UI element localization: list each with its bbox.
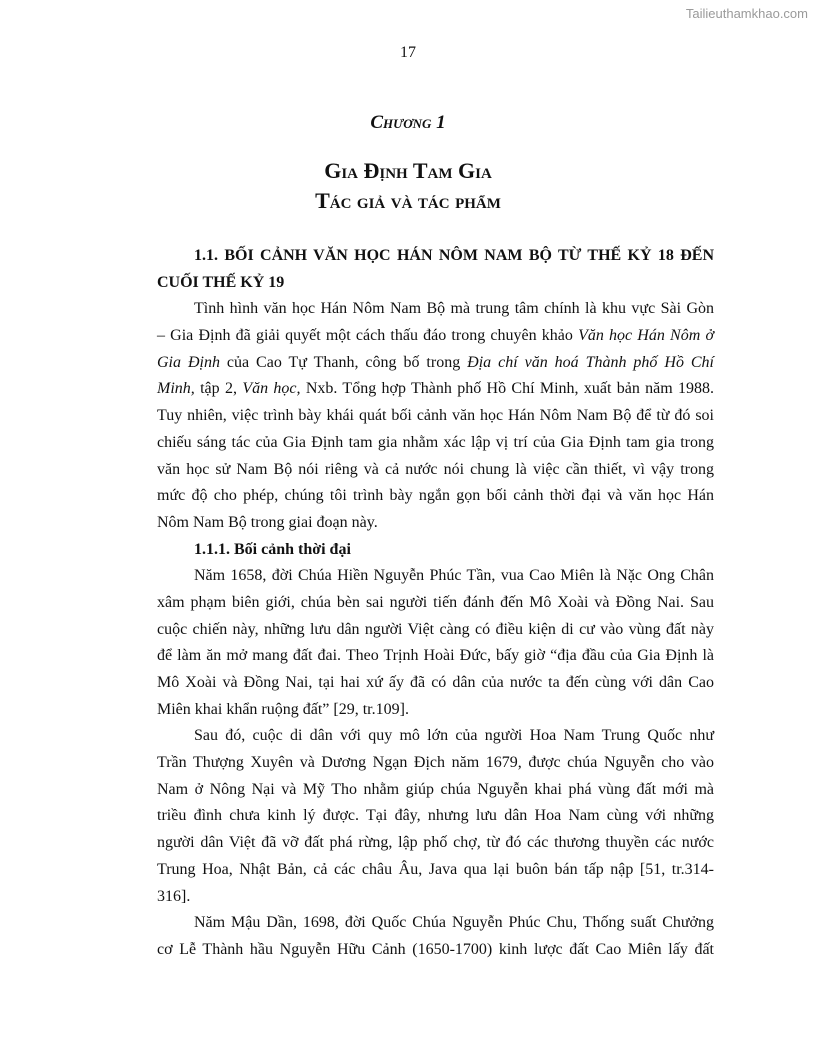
text-line <box>157 884 714 911</box>
text-segment: Trung Hoa, Nhật Bản, cả các châu Âu, Java qua lại buôn bán tấp nập [51, tr.314- <box>157 860 714 878</box>
italic-title-text: Địa chí văn hoá Thành phố Hồ Chí <box>467 353 715 371</box>
text-segment: 316]. <box>157 887 191 905</box>
text-segment: Sau đó, cuộc di dân với quy mô lớn của người Hoa Nam Trung Quốc như <box>194 727 714 745</box>
text-line <box>157 617 714 644</box>
text-segment: Tuy nhiên, việc trình bày khái quát bối cảnh văn học Hán Nôm Nam Bộ để từ đó soi <box>157 407 714 425</box>
text-segment: 1.1. BỐI CẢNH VĂN HỌC HÁN NÔM NAM BỘ TỪ THẾ KỶ 18 ĐẾN <box>194 247 714 264</box>
text-line <box>157 590 714 617</box>
page-number: 17 <box>400 44 416 61</box>
chapter-title-line-1: Gia Định Tam Gia <box>324 158 492 183</box>
section-heading-line <box>157 537 714 564</box>
text-line <box>157 723 714 750</box>
watermark: Tailieuthamkhao.com <box>685 6 808 21</box>
text-line <box>157 697 714 724</box>
text-line <box>157 510 714 537</box>
italic-title-text: Minh, <box>157 380 195 398</box>
text-line <box>157 750 714 777</box>
text-segment: Nam ở Nông Nại và Mỹ Tho nhằm giúp chúa Nguyễn khai phá vùng đất mới mà <box>157 780 714 798</box>
text-segment: CUỐI THẾ KỶ 19 <box>157 273 285 291</box>
text-segment: của Cao Tự Thanh, công bố trong <box>219 353 468 371</box>
text-segment: – Gia Định đã giải quyết một cách thấu đáo trong chuyên khảo <box>157 327 579 345</box>
text-line <box>157 323 714 350</box>
text-segment: triều đình chưa kinh lý được. Tại đây, nhưng lưu dân Hoa Nam cùng với những <box>157 807 714 825</box>
text-line <box>157 777 714 804</box>
text-line <box>157 350 714 377</box>
text-segment: cơ Lễ Thành hầu Nguyễn Hữu Cảnh (1650-1700) kinh lược đất Cao Miên lấy đất <box>157 940 714 958</box>
text-segment: Nôm Nam Bộ trong giai đoạn này. <box>157 513 378 531</box>
italic-title-text: Văn học Hán Nôm ở <box>578 327 714 345</box>
text-line <box>157 937 714 964</box>
text-segment: Mô Xoài và Đồng Nai, tại hai xứ ấy đã có dân của nước ta đến cùng với dân Cao <box>157 674 714 691</box>
text-line <box>157 803 714 830</box>
text-segment: văn học sử Nam Bộ nói riêng và cả nước nói chung là việc cần thiết, vì vậy trong <box>157 460 714 478</box>
text-segment: 1.1.1. Bối cảnh thời đại <box>194 540 351 558</box>
text-line <box>157 296 714 323</box>
text-line <box>157 376 714 403</box>
section-heading-line <box>157 270 714 297</box>
text-line <box>157 910 714 937</box>
text-line <box>157 430 714 457</box>
text-segment: Tình hình văn học Hán Nôm Nam Bộ mà trung tâm chính là khu vực Sài Gòn <box>194 300 714 318</box>
text-line <box>157 563 714 590</box>
text-segment: Năm Mậu Dần, 1698, đời Quốc Chúa Nguyễn Phúc Chu, Thống suất Chưởng <box>194 914 714 932</box>
chapter-label: Chương 1 <box>370 112 446 133</box>
text-segment: Miên khai khẩn ruộng đất” [29, tr.109]. <box>157 700 409 718</box>
text-line <box>157 830 714 857</box>
text-segment: Trần Thượng Xuyên và Dương Ngạn Địch năm 1679, được chúa Nguyễn cho vào <box>157 754 714 772</box>
text-segment: người dân Việt đã vỡ đất phá rừng, lập phố chợ, từ đó các thương thuyền các nước <box>157 834 714 852</box>
chapter-title-line-2: Tác giả và tác phẩm <box>315 188 501 213</box>
text-segment: xâm phạm biên giới, chúa bèn sai người tiến đánh đến Mô Xoài và Đồng Nai. Sau <box>157 593 714 611</box>
text-line <box>157 670 714 697</box>
text-segment: chiếu sáng tác của Gia Định tam gia nhằm xác lập vị trí của Gia Định tam gia trong <box>157 433 714 451</box>
text-segment: Nxb. Tổng hợp Thành phố Hồ Chí Minh, xuất bản năm 1988. <box>300 380 715 398</box>
text-segment: để làm ăn mở mang đất đai. Theo Trịnh Hoài Đức, bấy giờ “địa đầu của Gia Định là <box>157 647 714 665</box>
text-line <box>157 643 714 670</box>
text-line <box>157 857 714 884</box>
text-segment: mức độ cho phép, chúng tôi trình bày ngắn gọn bối cảnh thời đại và văn học Hán <box>157 487 714 505</box>
text-segment: tập 2, <box>194 380 243 398</box>
italic-title-text: Văn học, <box>242 380 301 398</box>
body-text <box>157 243 714 964</box>
section-heading-line <box>157 243 714 270</box>
text-line <box>157 403 714 430</box>
italic-title-text: Gia Định <box>157 353 220 371</box>
text-line <box>157 483 714 510</box>
text-segment: Năm 1658, đời Chúa Hiền Nguyễn Phúc Tần, vua Cao Miên là Nặc Ong Chân <box>194 567 714 585</box>
text-segment: cuộc chiến này, những lưu dân người Việt càng có điều kiện di cư vào vùng đất này <box>157 620 714 638</box>
text-line <box>157 457 714 484</box>
